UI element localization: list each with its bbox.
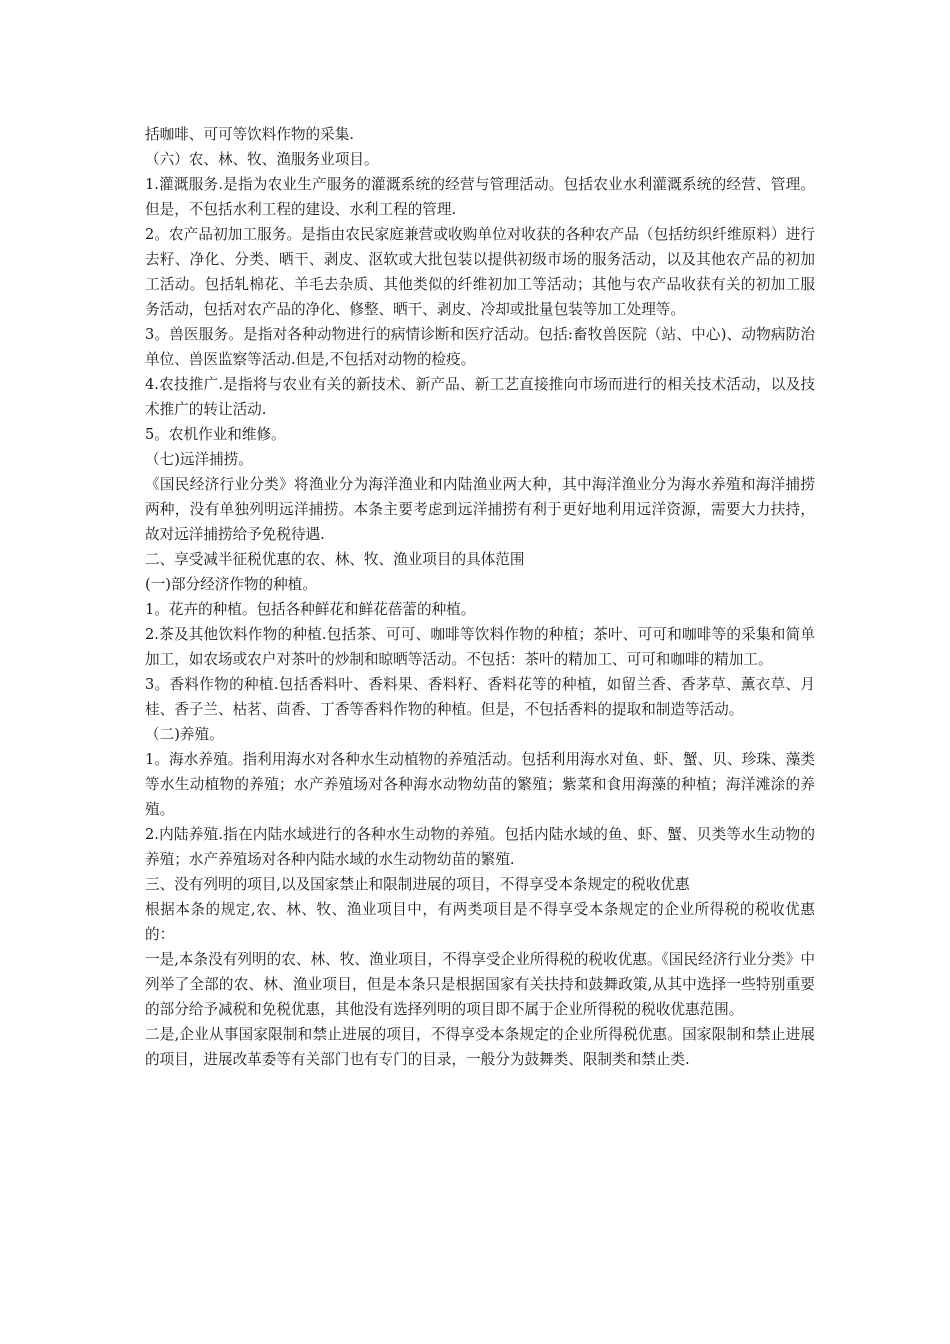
section-heading: （六）农、林、牧、渔服务业项目。 bbox=[145, 151, 379, 168]
paragraph: 根据本条的规定,农、林、牧、渔业项目中，有两类项目是不得享受本条规定的企业所得税的税收优惠的： bbox=[145, 901, 815, 943]
section-heading: （二)养殖。 bbox=[145, 726, 224, 743]
paragraph: 5。农机作业和维修。 bbox=[145, 426, 286, 443]
paragraph: 一是,本条没有列明的农、林、牧、渔业项目，不得享受企业所得税的税收优惠。《国民经济行业分类》中列举了全部的农、林、渔业项目，但是本条只是根据国家有关扶持和鼓舞政策,从其中选择一些特别重要的部分给予减税和免税优惠，其他没有选择列明的项目即不属于企业所得税的税收优惠范围。 bbox=[145, 951, 815, 1018]
paragraph: 4.农技推广.是指将与农业有关的新技术、新产品、新工艺直接推向市场而进行的相关技术活动，以及技术推广的转让活动. bbox=[145, 376, 815, 418]
document-body bbox=[145, 122, 815, 1072]
section-heading: 二、享受减半征税优惠的农、林、牧、渔业项目的具体范围 bbox=[145, 551, 525, 568]
section-heading: （七)远洋捕捞。 bbox=[145, 451, 253, 468]
paragraph: 《国民经济行业分类》将渔业分为海洋渔业和内陆渔业两大种，其中海洋渔业分为海水养殖和海洋捕捞两种，没有单独列明远洋捕捞。本条主要考虑到远洋捕捞有利于更好地利用远洋资源，需要大力扶持，故对远洋捕捞给予免税待遇. bbox=[145, 476, 815, 543]
paragraph: 括咖啡、可可等饮料作物的采集. bbox=[145, 126, 354, 143]
paragraph: 1。花卉的种植。包括各种鲜花和鲜花蓓蕾的种植。 bbox=[145, 601, 476, 618]
paragraph: 3。兽医服务。是指对各种动物进行的病情诊断和医疗活动。包括:畜牧兽医院（站、中心)、动物病防治单位、兽医监察等活动.但是,不包括对动物的检疫。 bbox=[145, 326, 815, 368]
paragraph: 3。香料作物的种植.包括香料叶、香料果、香料籽、香料花等的种植，如留兰香、香茅草、薰衣草、月桂、香子兰、枯茗、茴香、丁香等香料作物的种植。但是，不包括香料的提取和制造等活动。 bbox=[145, 676, 815, 718]
paragraph: 1。海水养殖。指利用海水对各种水生动植物的养殖活动。包括利用海水对鱼、虾、蟹、贝、珍珠、藻类等水生动植物的养殖；水产养殖场对各种海水动物幼苗的繁殖；紫菜和食用海藻的种植；海洋滩涂的养殖。 bbox=[145, 751, 815, 818]
paragraph: 1.灌溉服务.是指为农业生产服务的灌溉系统的经营与管理活动。包括农业水利灌溉系统的经营、管理。但是，不包括水利工程的建设、水利工程的管理. bbox=[145, 176, 815, 218]
paragraph: 2.茶及其他饮料作物的种植.包括茶、可可、咖啡等饮料作物的种植；茶叶、可可和咖啡等的采集和简单加工，如农场或农户对茶叶的炒制和晾晒等活动。不包括：茶叶的精加工、可可和咖啡的精加工。 bbox=[145, 626, 815, 668]
paragraph: 二是,企业从事国家限制和禁止进展的项目，不得享受本条规定的企业所得税优惠。国家限制和禁止进展的项目，进展改革委等有关部门也有专门的目录，一般分为鼓舞类、限制类和禁止类. bbox=[145, 1026, 815, 1068]
section-heading: (一)部分经济作物的种植。 bbox=[145, 576, 317, 593]
paragraph: 2。农产品初加工服务。是指由农民家庭兼营或收购单位对收获的各种农产品（包括纺织纤维原料）进行去籽、净化、分类、晒干、剥皮、沤软或大批包装以提供初级市场的服务活动，以及其他农产品的初加工活动。包括轧棉花、羊毛去杂质、其他类似的纤维初加工等活动；其他与农产品收获有关的初加工服务活动，包括对农产品的净化、修整、晒干、剥皮、冷却或批量包装等加工处理等。 bbox=[145, 226, 815, 318]
paragraph: 2.内陆养殖.指在内陆水域进行的各种水生动物的养殖。包括内陆水域的鱼、虾、蟹、贝类等水生动物的养殖；水产养殖场对各种内陆水域的水生动物幼苗的繁殖. bbox=[145, 826, 815, 868]
section-heading: 三、没有列明的项目,以及国家禁止和限制进展的项目，不得享受本条规定的税收优惠 bbox=[145, 876, 690, 893]
